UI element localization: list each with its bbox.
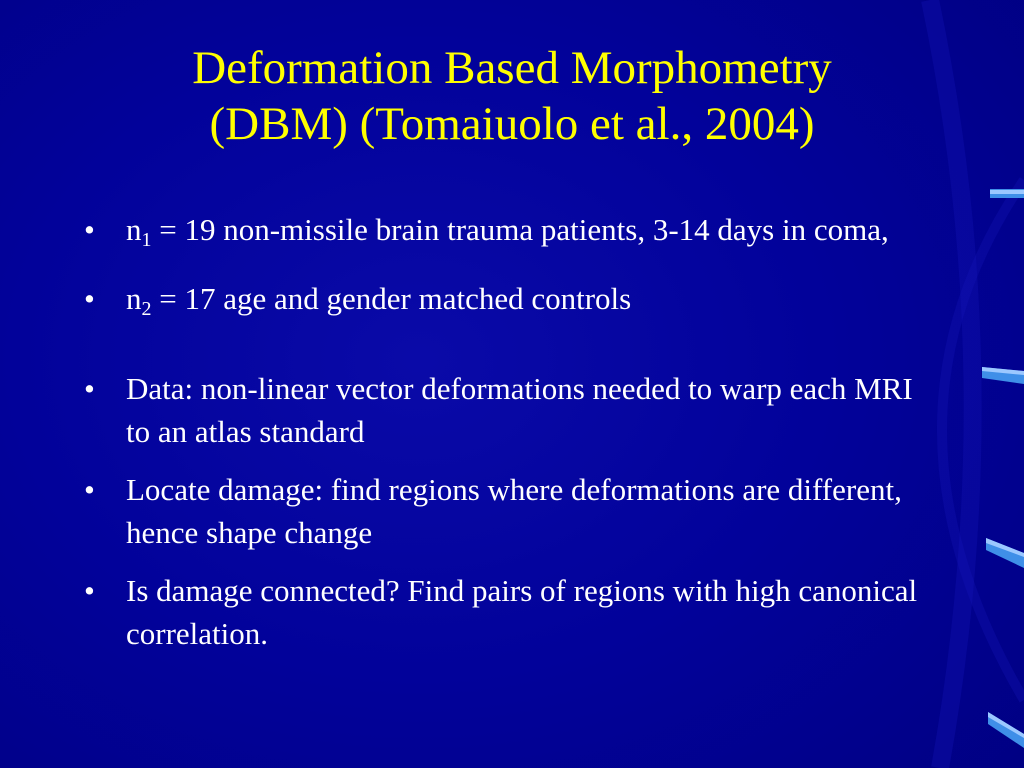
bullet-subscript: 2 [141,298,152,320]
bullet-item [80,468,920,554]
bullet-item [80,208,920,262]
bullet-list [80,208,920,670]
bullet-item [80,569,920,655]
bullet-text: = 19 non-missile brain trauma patients, 3-14 days in coma, [151,212,889,247]
bullet-marker: • [84,212,95,247]
bullet-text: = 17 age and gender matched controls [151,281,632,316]
decor-bar [990,190,1024,194]
bullet-subscript: 1 [141,229,152,251]
slide-title-line: (DBM) (Tomaiuolo et al., 2004) [209,98,815,150]
bullet-marker: • [84,281,95,316]
bullet-marker: • [84,573,95,608]
bullet-text: Data: non-linear vector deformations needed to warp each MRI to an atlas standard [126,371,913,449]
bullet-marker: • [84,472,95,507]
bullet-item [80,277,920,331]
slide-title-line: Deformation Based Morphometry [192,42,832,94]
bullet-prefix: n [126,212,142,247]
bullet-prefix: n [126,281,142,316]
bullet-text: Locate damage: find regions where deformations are different, hence shape change [126,472,902,550]
bullet-item [80,367,920,453]
bullet-text: Is damage connected? Find pairs of regions with high canonical correlation. [126,573,918,651]
slide-title [40,40,984,152]
bullet-marker: • [84,371,95,406]
